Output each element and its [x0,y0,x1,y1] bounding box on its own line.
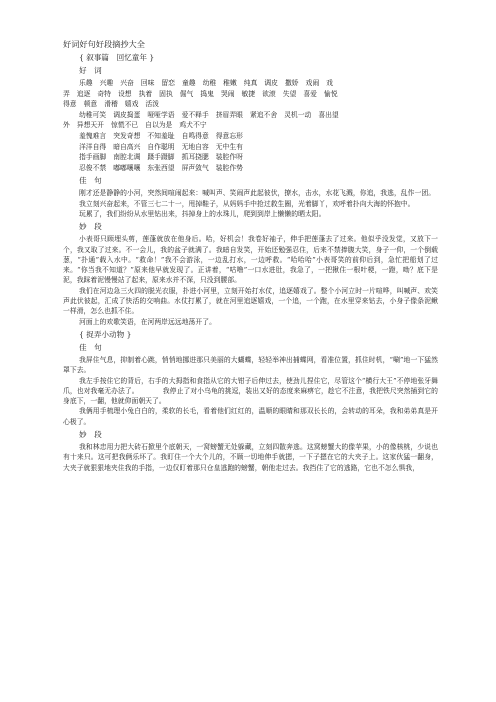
vocab-word: 乐趣 [79,79,93,87]
sentence-heading: 佳 句 [79,342,102,352]
vocab-word: 灵机一动 [284,110,312,119]
vocab-list-1-line-3 [63,99,438,110]
paragraph: 我屏住气息，抑制着心跳，悄悄地挪进那只美丽的大蝴蝶，轻轻举神出捕蝶网，看准位置，抓住时机，“唰”地一下猛然罩下去。 [63,355,438,375]
vocab-word: 弄 [63,89,70,98]
vocab-word: 欲滚 [262,89,276,98]
vocab-word: 突发奇想 [113,131,141,140]
vocab-word: 追逐 [76,89,91,98]
vocab-word: 自鸣得意 [181,131,209,140]
vocab-word: 活泼 [145,100,159,109]
vocab-word: 稚嫩 [223,79,237,87]
vocab-list-1-line-2 [63,89,438,100]
vocab-word: 哭闹 [220,89,235,98]
paragraph: 我们在河边急三火四的脱光衣服，扑进小河里，立刻开始打水仗，追逐嬉戏了。整个小河立时一片喧哗，叫喊声、欢笑声此伏彼起，汇成了快活的交响曲。水仗打累了，就在河里追逐嬉戏，一个追，一个跑，在水里穿来钻去，小身子像条泥鳅一样滑，怎么也抓不住。 [63,286,438,316]
vocab-word: 不知羞耻 [147,131,175,140]
vocab-word: 撒娇 [284,79,299,87]
sentence-heading: 佳 句 [79,176,102,186]
vocab-word: 回味 [140,79,155,87]
vocab-word: 无地自容 [181,142,209,151]
vocab-word: 抓耳挠腮 [181,153,209,162]
vocab-word: 失望 [282,89,297,98]
vocab-word: 敏捷 [241,89,256,98]
vocab-word: 指手画脚 [79,153,107,162]
vocab-word: 无中生有 [215,142,243,151]
vocab-word: 哑哑学语 [147,110,175,119]
vocab-word: 东张西望 [147,163,175,172]
vocab-word: 装腔作呀 [215,153,243,162]
doc-title: 好词好句好段摘抄大全 [63,39,145,49]
vocab-word: 纯真 [243,79,258,87]
vocab-word: 羞愧难言 [79,131,107,140]
vocab-word: 愉悦 [323,89,338,98]
passage-heading: 妙 段 [79,429,102,439]
vocab-word: 挤眉弄眼 [215,110,243,119]
vocab-word: 兴奋 [120,79,134,87]
vocab-list-6 [63,163,438,174]
vocab-word: 嘟嘟嚷嚷 [113,163,141,172]
paragraph: 河面上的欢歌笑语，在河两岸远远地荡开了。 [79,317,216,326]
vocab-word: 得意 [63,100,77,109]
vocab-word: 得意忘形 [215,131,243,140]
vocab-word: 暗自高兴 [113,142,141,151]
vocab-word: 惊慌不已 [110,121,139,130]
vocab-word: 固执 [159,89,173,98]
vocab-word: 执着 [138,89,153,98]
paragraph: 我俩用手梳理小兔白白的，柔软的长毛，看着他们红红的，温顺的眼睛和那双长长的，会转动的耳朵，我和弟弟真是开心极了。 [63,407,438,426]
vocab-word: 顿意 [83,100,98,109]
vocab-word: 蹑手蹑脚 [147,153,175,162]
vocab-word: 留恋 [161,79,175,87]
vocab-word: 紧追不舍 [249,110,278,119]
passage-heading: 妙 段 [79,222,102,232]
vocab-word: 外 [63,121,70,130]
vocab-word: 童趣 [181,79,196,87]
paragraph: 小表哥只顾埋头剪，莲蓬就放在他身后。哈，好机会！我卷好袖子，伸手把莲蓬去了过来。他似乎没发觉，又放下一个，我又取了过来。不一会儿，我的盆子就满了。我暗自发笑，开始还勉强忍住，后来不禁捧腹大笑，身子一仰，一个倒载葱，“扑通”载入水中。“救命！”我不会游泳，一边乱打水，一边呼救。“哈哈哈”小表哥笑的前仰后到，急忙把船划了过来。“你当我不知道？”原来他早就发现了。正讲着，“咕噜”一口水进肚，我急了，一把揪住一根叶梗，一蹬，呦？底下是泥，我踩着泥慢慢站了起来，原来水并不深，只没到腰部。 [63,235,438,285]
vocab-list-2-line-1 [63,110,438,121]
vocab-word: 喜爱 [303,89,317,98]
paragraph: 玩累了，我们纷纷从水里钻出来，抖掉身上的水珠儿，爬到到岸上懒懒的晒太阳。 [79,209,326,218]
vocab-word: 奇特 [97,89,111,98]
vocab-word: 屏声敛气 [181,163,209,172]
vocab-list-2-line-2 [63,120,438,131]
vocab-word: 南腔北调 [113,153,141,162]
vocab-word: 调皮 [264,79,278,87]
vocab-word: 幼稚可笑 [79,110,107,119]
vocab-list-1-line-1 [63,78,438,89]
vocab-word: 喜出望 [318,110,339,119]
vocab-word: 鸡犬不宁 [179,121,207,130]
vocab-word: 异想天开 [76,121,104,130]
vocab-word: 幼稚 [202,79,217,87]
vocab-word: 倔气 [179,89,194,98]
vocab-word: 捣鬼 [200,89,214,98]
paragraph: 我和林忠用力把大砖石掀里个底朝天，一窝螃蟹无处躲藏，立刻四散奔逃。这窝螃蟹大的像苹果，小的像核桃，少说也有十来只。这可把我俩乐坏了。我盯住一个大个儿的，不顾一切地伸手就摁，一下子摁在它的大夹子上。这家伙猛一翻身，大夹子就狠狠地夹住我的手指，一边仅盯着那只仓皇逃跑的螃蟹，朝他走过去。我挡住了它的逃路，它也不怎么惧我， [63,442,438,472]
vocab-word: 戏 [326,79,333,87]
vocab-word: 装腔作势 [215,163,243,172]
paragraph: 刚才还是静静的小河，突然间喧闹起来：喊叫声、笑闹声此起彼伏，撩水，击水，水花飞溅，你追，我逃，乱作一团。 [79,189,436,198]
category-heading: { 叙事篇 回忆童年 } [79,53,155,62]
vocab-word: 设想 [117,89,132,98]
vocab-word: 爱不释手 [181,110,209,119]
vocab-word: 调皮捣蛋 [113,110,141,119]
vocab-list-5 [63,152,438,163]
vocab-word: 嬉戏 [124,100,139,109]
vocab-list-3 [63,131,438,142]
vocab-list-4 [63,142,438,153]
vocab-heading: 好 词 [79,66,102,75]
vocab-word: 兴趣 [99,79,114,87]
vocab-word: 忍俊不禁 [79,163,107,172]
paragraph: 我立刻兴奋起来，不管三七二十一，甩掉鞋子，从妈妈手中抢过救生圈，光着脚丫，欢呼着扑向大海的怀抱中。 [79,199,415,208]
vocab-word: 滑稽 [104,100,118,109]
vocab-word: 自以为是 [145,121,173,130]
vocab-word: 自作聪明 [147,142,175,151]
vocab-word: 洋洋自得 [79,142,107,151]
category-heading: { 捉弄小动物 } [79,329,132,339]
paragraph: 我左手按住它的背后，右手的大拇指和食指从它的大钳子后伸过去，使劲儿捏住它，尽管这个“横行大王”不停地张牙舞爪，也对我毫无办法了。 我停止了对小乌龟的挑逗，装出又好的态度来麻痹它，趁它不注意，我把铁尺突然插到它的身底下，一翻，他就仰面朝天了。 [63,376,438,406]
vocab-word: 戏闹 [305,79,320,87]
